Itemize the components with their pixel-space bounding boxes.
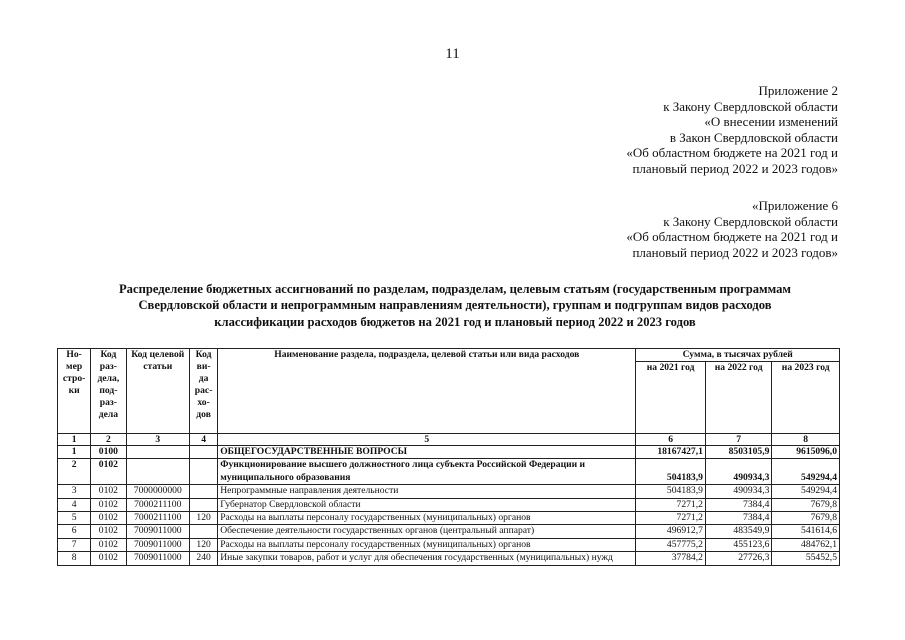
column-number: 4: [190, 434, 218, 446]
column-number: 1: [58, 434, 91, 446]
cell-name: Губернатор Свердловской области: [218, 498, 636, 511]
table-row: [58, 552, 840, 565]
document-title: [60, 281, 850, 330]
cell-expense-type-code: [190, 498, 218, 511]
cell-sum-2023: 549294,4: [772, 485, 840, 498]
cell-name: Иные закупки товаров, работ и услуг для обеспечения государственных (муниципальных) нужд: [218, 552, 636, 565]
table-row: [58, 459, 840, 485]
table-row: [58, 538, 840, 551]
cell-sum-2022: 27726,3: [705, 552, 772, 565]
cell-expense-type-code: 240: [190, 552, 218, 565]
column-number: 3: [126, 434, 189, 446]
appendix-line: «Об областном бюджете на 2021 год и: [626, 145, 838, 161]
column-number: 5: [218, 434, 636, 446]
column-number: 7: [705, 434, 772, 446]
column-number: 6: [636, 434, 706, 446]
cell-sum-2021: 496912,7: [636, 525, 706, 538]
cell-sum-2023: 9615096,0: [772, 446, 840, 459]
cell-name: Расходы на выплаты персоналу государственных (муниципальных) органов: [218, 512, 636, 525]
cell-sum-2022: 8503105,9: [705, 446, 772, 459]
cell-sum-2023: 541614,6: [772, 525, 840, 538]
cell-target-code: 7000000000: [126, 485, 189, 498]
header-target-code: Код целевой статьи: [126, 349, 189, 434]
cell-target-code: [126, 446, 189, 459]
cell-expense-type-code: [190, 459, 218, 485]
cell-target-code: 7009011000: [126, 552, 189, 565]
cell-sum-2023: 7679,8: [772, 498, 840, 511]
appendix-line: плановый период 2022 и 2023 годов»: [632, 244, 838, 260]
header-section-code: Код раз-дела, под-раз-дела: [91, 349, 126, 434]
cell-sum-2021: 504183,9: [636, 485, 706, 498]
cell-name: Функционирование высшего должностного лица субъекта Российской Федерации и муниципального образования: [218, 459, 636, 485]
cell-name: ОБЩЕГОСУДАРСТВЕННЫЕ ВОПРОСЫ: [218, 446, 636, 459]
cell-sum-2021: 504183,9: [636, 459, 706, 485]
cell-name: Непрограммные направления деятельности: [218, 485, 636, 498]
cell-section-code: 0102: [91, 485, 126, 498]
cell-row-number: 5: [58, 512, 91, 525]
table-row: [58, 485, 840, 498]
cell-section-code: 0100: [91, 446, 126, 459]
cell-sum-2022: 490934,3: [705, 485, 772, 498]
cell-target-code: 7009011000: [126, 538, 189, 551]
cell-sum-2021: 37784,2: [636, 552, 706, 565]
cell-section-code: 0102: [91, 512, 126, 525]
cell-sum-2022: 455123,6: [705, 538, 772, 551]
table-row: [58, 512, 840, 525]
header-year-2021: на 2021 год: [636, 362, 706, 434]
cell-sum-2023: 55452,5: [772, 552, 840, 565]
cell-sum-2021: 7271,2: [636, 512, 706, 525]
cell-sum-2021: 18167427,1: [636, 446, 706, 459]
cell-section-code: 0102: [91, 459, 126, 485]
cell-sum-2022: 483549,9: [705, 525, 772, 538]
page-number: 11: [445, 46, 460, 62]
table-row: [58, 446, 840, 459]
appendix-original-reference-block: [626, 198, 838, 260]
title-line: Свердловской области и непрограммным направлениям деятельности), группам и подгруппам видов расходов: [138, 298, 772, 313]
cell-section-code: 0102: [91, 552, 126, 565]
appendix-line: к Закону Свердловской области: [663, 213, 838, 229]
cell-target-code: [126, 459, 189, 485]
title-line: классификации расходов бюджетов на 2021 год и плановый период 2022 и 2023 годов: [214, 314, 696, 329]
header-expense-type-code: Код ви-да рас-хо-дов: [190, 349, 218, 434]
budget-allocation-table: [57, 348, 840, 566]
header-name: Наименование раздела, подраздела, целевой статьи или вида расходов: [218, 349, 636, 434]
cell-expense-type-code: [190, 525, 218, 538]
cell-row-number: 8: [58, 552, 91, 565]
cell-expense-type-code: [190, 446, 218, 459]
cell-expense-type-code: 120: [190, 512, 218, 525]
table-body: [58, 349, 840, 566]
cell-expense-type-code: 120: [190, 538, 218, 551]
column-number: 2: [91, 434, 126, 446]
appendix-line: Приложение 2: [758, 83, 838, 98]
cell-sum-2022: 490934,3: [705, 459, 772, 485]
cell-row-number: 7: [58, 538, 91, 551]
appendix-reference-block: [626, 83, 838, 177]
cell-name: Обеспечение деятельности государственных органов (центральный аппарат): [218, 525, 636, 538]
appendix-line: плановый период 2022 и 2023 годов»: [632, 160, 838, 176]
appendix-line: «О внесении изменений: [704, 114, 838, 130]
cell-sum-2023: 484762,1: [772, 538, 840, 551]
cell-row-number: 6: [58, 525, 91, 538]
table-header-row: [58, 349, 840, 362]
cell-section-code: 0102: [91, 498, 126, 511]
cell-sum-2023: 549294,4: [772, 459, 840, 485]
cell-name: Расходы на выплаты персоналу государственных (муниципальных) органов: [218, 538, 636, 551]
cell-row-number: 2: [58, 459, 91, 485]
header-row-number: Но-мер стро-ки: [58, 349, 91, 434]
cell-sum-2023: 7679,8: [772, 512, 840, 525]
appendix-line: «Об областном бюджете на 2021 год и: [626, 229, 838, 245]
appendix-line: в Закон Свердловской области: [669, 129, 838, 145]
cell-sum-2022: 7384,4: [705, 498, 772, 511]
table-row: [58, 525, 840, 538]
cell-sum-2021: 457775,2: [636, 538, 706, 551]
header-sum-group: Сумма, в тысячах рублей: [636, 349, 840, 362]
header-year-2023: на 2023 год: [772, 362, 840, 434]
cell-sum-2022: 7384,4: [705, 512, 772, 525]
cell-target-code: 7000211100: [126, 512, 189, 525]
appendix-line: «Приложение 6: [751, 198, 838, 213]
header-year-2022: на 2022 год: [705, 362, 772, 434]
column-number-row: [58, 434, 840, 446]
cell-row-number: 1: [58, 446, 91, 459]
column-number: 8: [772, 434, 840, 446]
cell-row-number: 3: [58, 485, 91, 498]
cell-row-number: 4: [58, 498, 91, 511]
cell-section-code: 0102: [91, 525, 126, 538]
appendix-line: к Закону Свердловской области: [663, 98, 838, 114]
cell-expense-type-code: [190, 485, 218, 498]
cell-target-code: 7009011000: [126, 525, 189, 538]
table-row: [58, 498, 840, 511]
cell-target-code: 7000211100: [126, 498, 189, 511]
cell-section-code: 0102: [91, 538, 126, 551]
title-line: Распределение бюджетных ассигнований по разделам, подразделам, целевым статьям (государственным программам: [118, 282, 791, 296]
cell-sum-2021: 7271,2: [636, 498, 706, 511]
